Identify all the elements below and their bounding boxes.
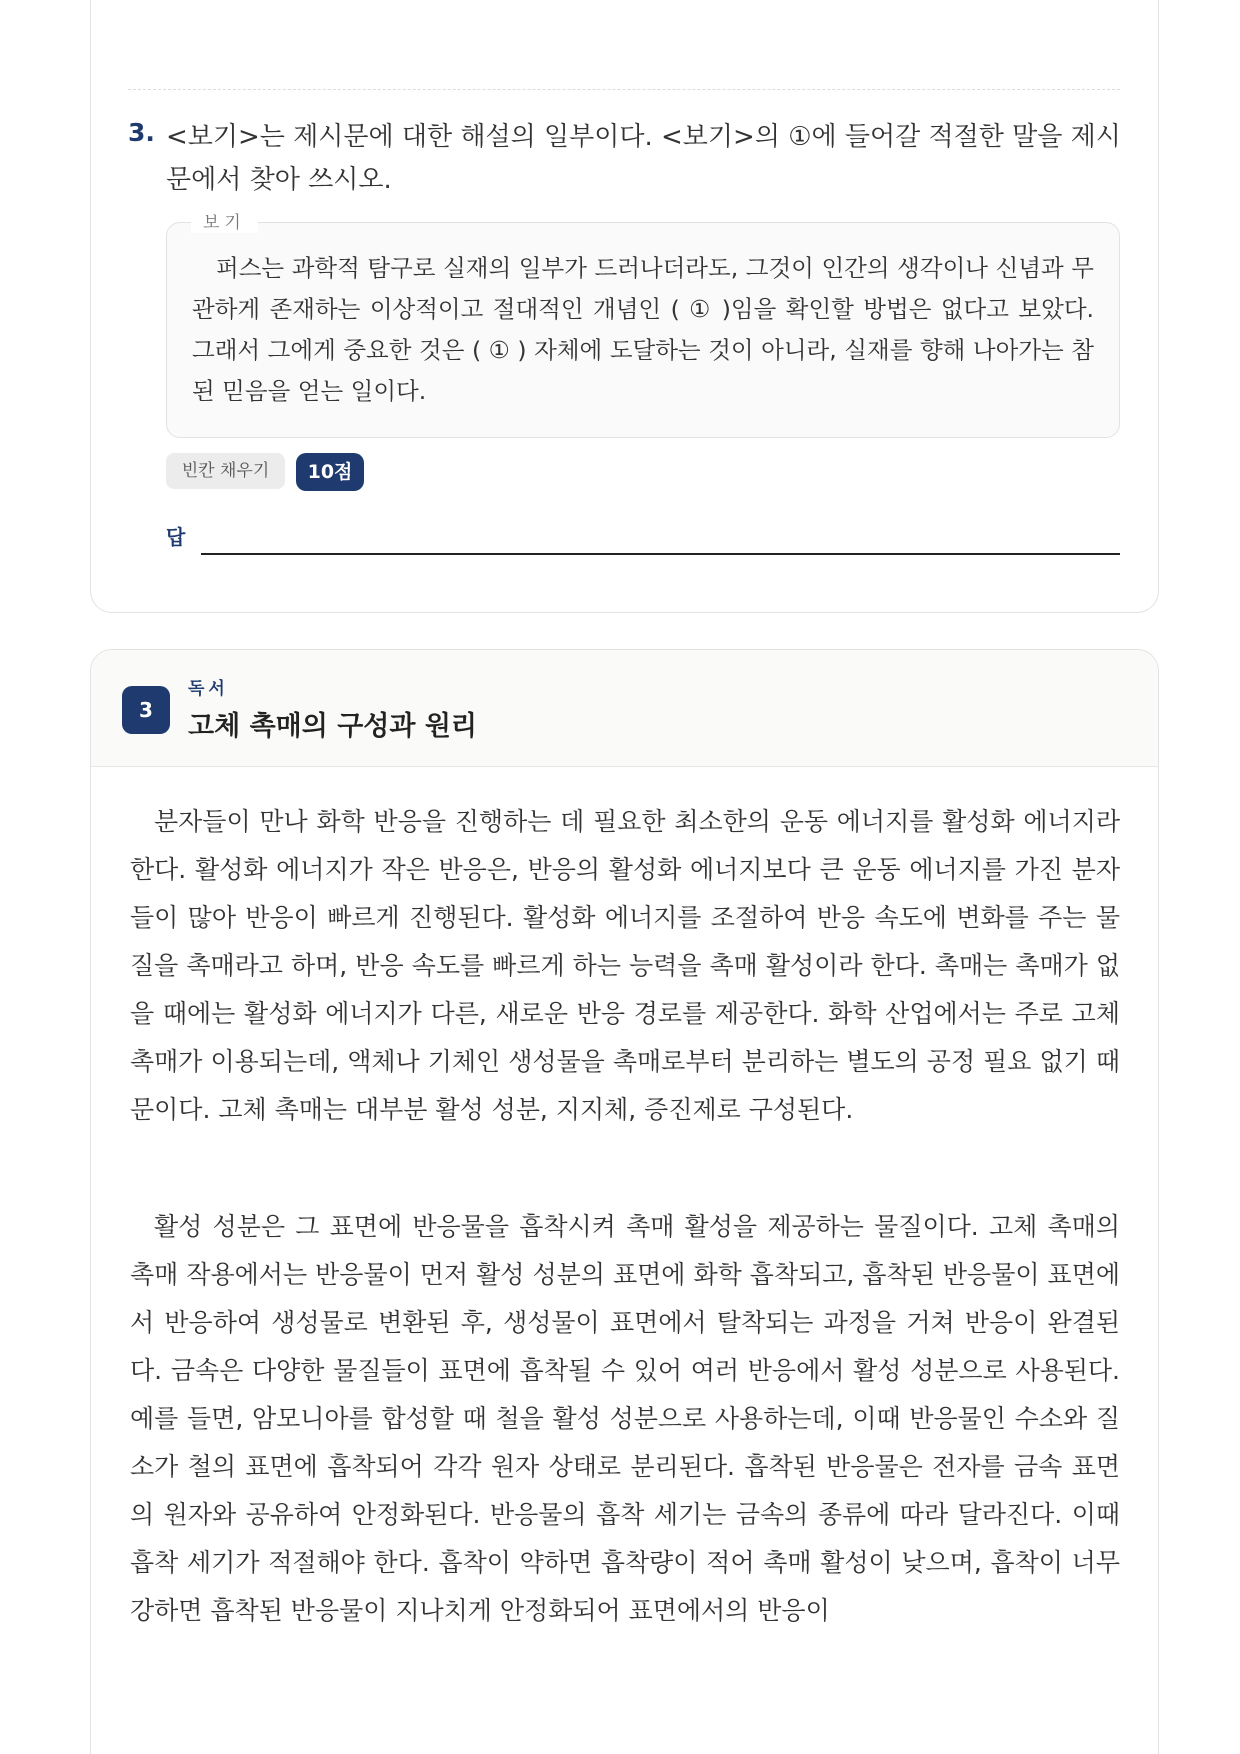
question-text: <보기>는 제시문에 대한 해설의 일부이다. <보기>의 ①에 들어갈 적절한 말을 제시문에서 찾아 쓰시오. [166, 122, 1121, 195]
divider [128, 89, 1120, 90]
section-number-badge: 3 [122, 686, 170, 734]
question-number: 3. [128, 118, 155, 147]
bogi-label: 보기 [191, 208, 258, 233]
answer-label: 답 [166, 525, 186, 549]
section-category: 독서 [188, 679, 229, 699]
question-type-tag: 빈칸 채우기 [166, 453, 285, 489]
passage-paragraph: 활성 성분은 그 표면에 반응물을 흡착시켜 촉매 활성을 제공하는 물질이다. 고체 촉매의 촉매 작용에서는 반응물이 먼저 활성 성분의 표면에 화학 흡착되고, 흡착된 반응물이 표면에서 반응하여 생성물로 변환된 후, 생성물이 표면에서 탈착되는 과정을 거쳐 반응이 완결된다. 금속은 다양한 물질들이 표면에 흡착될 수 있어 여러 반응에서 활성 성분으로 사용된다. 예를 들면, 암모니아를 합성할 때 철을 활성 성분으로 사용하는데, 이때 반응물인 수소와 질소가 철의 표면에 흡착되어 각각 원자 상태로 분리된다. 흡착된 반응물은 전자를 금속 표면의 원자와 공유하여 안정화된다. 반응물의 흡착 세기는 금속의 종류에 따라 달라진다. 이때 흡착 세기가 적절해야 한다. 흡착이 약하면 흡착량이 적어 촉매 활성이 낮으며, 흡착이 너무 강하면 흡착된 반응물이 지나치게 안정화되어 표면에서의 반응이 [130, 1212, 1120, 1625]
passage-paragraph: 분자들이 만나 화학 반응을 진행하는 데 필요한 최소한의 운동 에너지를 활성화 에너지라 한다. 활성화 에너지가 작은 반응은, 반응의 활성화 에너지보다 큰 운동 에너지를 가진 분자들이 많아 반응이 빠르게 진행된다. 활성화 에너지를 조절하여 반응 속도에 변화를 주는 물질을 촉매라고 하며, 반응 속도를 빠르게 하는 능력을 촉매 활성이라 한다. 촉매는 촉매가 없을 때에는 활성화 에너지가 다른, 새로운 반응 경로를 제공한다. 화학 산업에서는 주로 고체 촉매가 이용되는데, 액체나 기체인 생성물을 촉매로부터 분리하는 별도의 공정 필요 없기 때문이다. 고체 촉매는 대부분 활성 성분, 지지체, 증진제로 구성된다. [130, 807, 1120, 1124]
score-badge: 10점 [296, 453, 364, 491]
answer-field[interactable] [201, 553, 1120, 555]
section-title: 고체 촉매의 구성과 원리 [188, 711, 478, 742]
bogi-text: 퍼스는 과학적 탐구로 실재의 일부가 드러나더라도, 그것이 인간의 생각이나 신념과 무관하게 존재하는 이상적이고 절대적인 개념인 ( ① )임을 확인할 방법은 없다고 보았다. 그래서 그에게 중요한 것은 ( ① ) 자체에 도달하는 것이 아니라, 실재를 향해 나아가는 참된 믿음을 얻는 일이다. [192, 254, 1094, 405]
